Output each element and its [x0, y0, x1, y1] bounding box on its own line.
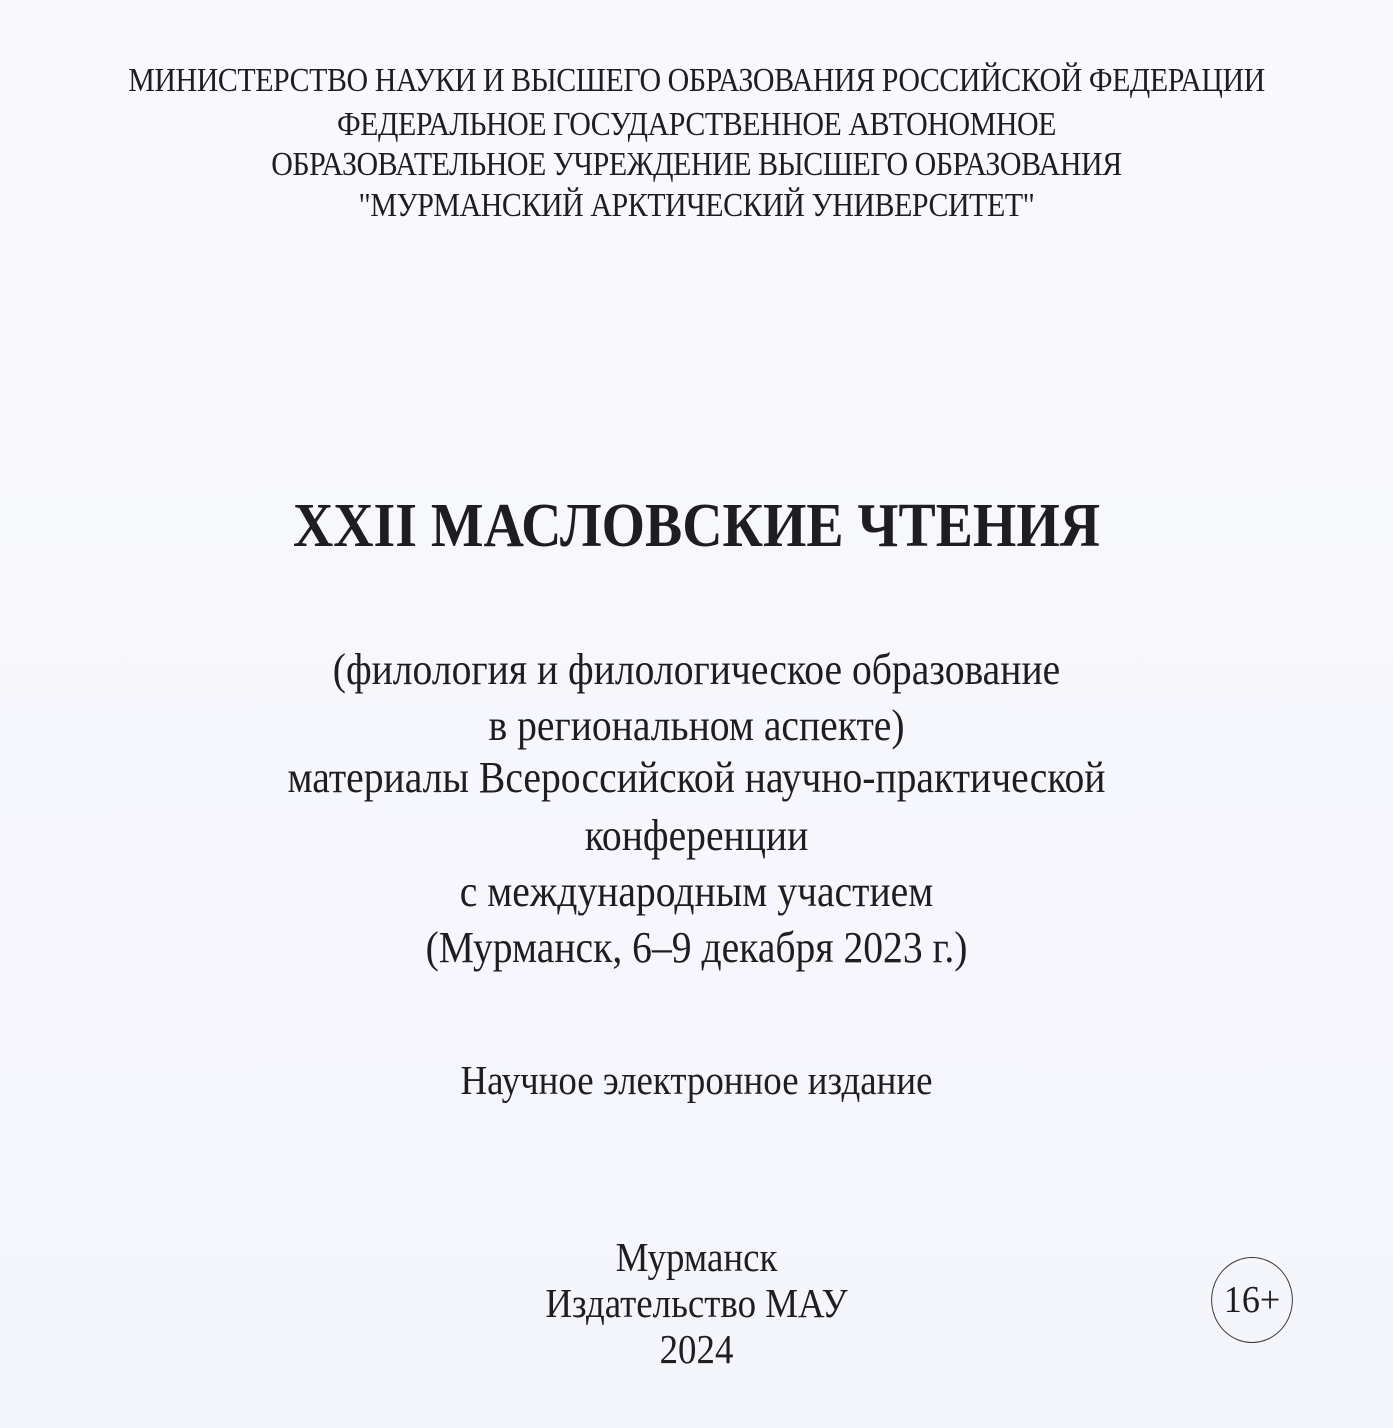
conference-dates: (Мурманск, 6–9 декабря 2023 г.) [425, 923, 968, 972]
imprint-year: 2024 [659, 1326, 734, 1372]
imprint-city: Мурманск [615, 1234, 778, 1280]
age-rating-badge: 16+ [1211, 1257, 1293, 1343]
subtitle-line-4: конференции [584, 811, 809, 860]
ministry-line: МИНИСТЕРСТВО НАУКИ И ВЫСШЕГО ОБРАЗОВАНИЯ РОССИЙСКОЙ ФЕДЕРАЦИИ [128, 62, 1265, 99]
subtitle-line-2: в региональном аспекте) [488, 701, 905, 750]
subtitle-line-1: (филология и филологическое образование [332, 645, 1061, 694]
imprint-publisher: Издательство МАУ [545, 1280, 848, 1326]
book-title: XXII МАСЛОВСКИЕ ЧТЕНИЯ [292, 492, 1101, 560]
institution-line-1: ФЕДЕРАЛЬНОЕ ГОСУДАРСТВЕННОЕ АВТОНОМНОЕ [336, 106, 1057, 143]
university-name: "МУРМАНСКИЙ АРКТИЧЕСКИЙ УНИВЕРСИТЕТ" [358, 187, 1035, 224]
subtitle-line-5: с международным участием [459, 867, 934, 916]
institution-line-2: ОБРАЗОВАТЕЛЬНОЕ УЧРЕЖДЕНИЕ ВЫСШЕГО ОБРАЗОВАНИЯ [271, 146, 1122, 183]
subtitle-line-3: материалы Всероссийской научно-практической [287, 753, 1106, 802]
edition-type: Научное электронное издание [460, 1057, 933, 1103]
